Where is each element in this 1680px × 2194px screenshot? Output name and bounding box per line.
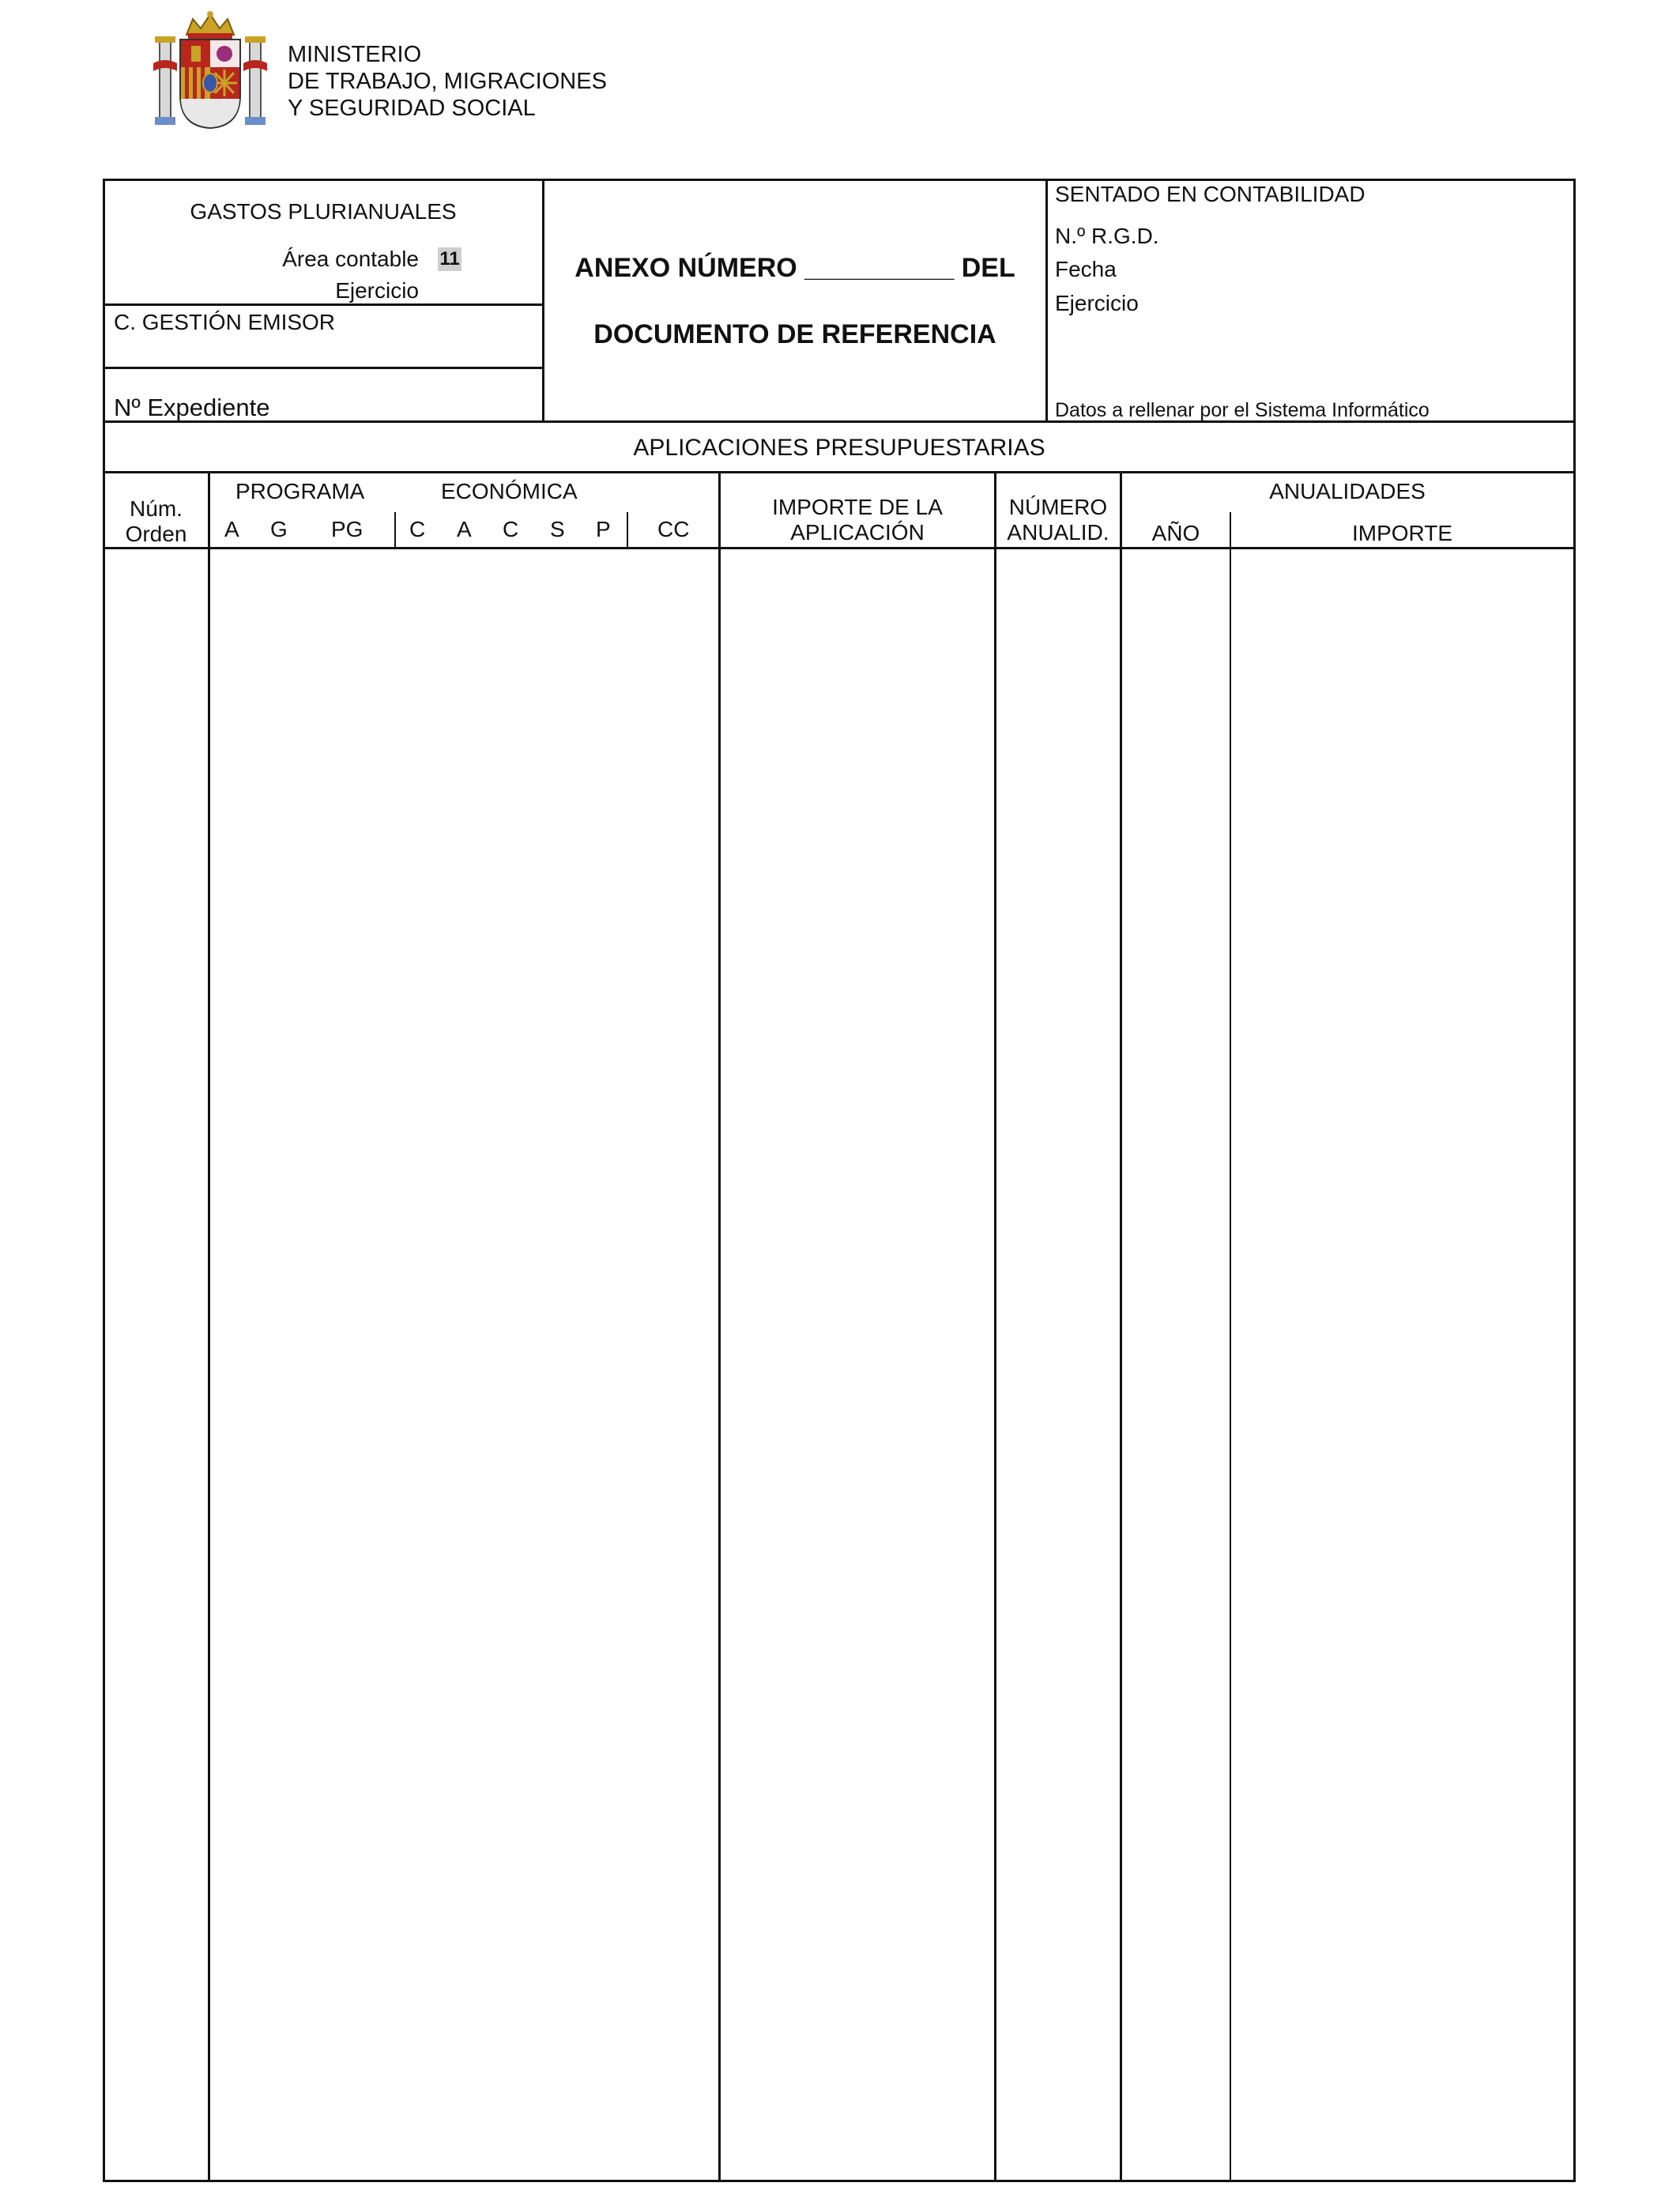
- sub-divider-economica: [627, 512, 628, 547]
- rgd-label: N.º R.G.D.: [1055, 224, 1159, 248]
- left-box-line-2: [103, 367, 544, 369]
- ministry-line-1: MINISTERIO: [288, 42, 422, 67]
- gastos-plurianuales-title: GASTOS PLURIANUALES: [190, 199, 457, 224]
- ejercicio-label-left: Ejercicio: [335, 278, 419, 303]
- frame-bottom: [103, 2180, 1576, 2182]
- anexo-title: ANEXO NÚMERO __________ DEL: [574, 253, 1015, 283]
- sistema-informatico-note: Datos a rellenar por el Sistema Informático: [1055, 399, 1430, 421]
- gestion-emisor-label: C. GESTIÓN EMISOR: [114, 310, 336, 334]
- anio-header: AÑO: [1151, 521, 1200, 545]
- col-line-anualidades: [1120, 471, 1122, 2181]
- frame-left: [103, 179, 105, 2182]
- economica-sub-s: S: [550, 517, 565, 541]
- area-contable-value: 11: [438, 247, 461, 271]
- anualidades-header: ANUALIDADES: [1269, 479, 1426, 503]
- economica-sub-p: P: [596, 517, 611, 541]
- numero-anualid-header-line-2: ANUALID.: [1007, 520, 1109, 545]
- col-line-importe-aplicacion: [718, 471, 721, 2181]
- importe-header: IMPORTE: [1351, 521, 1453, 545]
- ministry-line-3: Y SEGURIDAD SOCIAL: [288, 96, 536, 121]
- col-line-num-orden: [208, 471, 210, 2181]
- economica-header: ECONÓMICA: [441, 479, 578, 503]
- programa-sub-pg: PG: [331, 517, 363, 541]
- cc-header: CC: [657, 517, 690, 541]
- left-box-line-1: [103, 303, 544, 306]
- table-header-bottom-line: [103, 547, 1576, 549]
- coat-of-arms-logo: [152, 8, 269, 130]
- area-contable-label: Área contable: [282, 247, 419, 271]
- num-orden-header-line-2: Orden: [125, 522, 187, 546]
- programa-sub-g: G: [270, 517, 288, 541]
- economica-sub-c2: C: [503, 517, 519, 541]
- header-divider-2: [1045, 179, 1048, 422]
- aplicaciones-presupuestarias-title: APLICACIONES PRESUPUESTARIAS: [633, 435, 1045, 461]
- ministry-name: [288, 41, 607, 122]
- importe-aplicacion-header-line-2: APLICACIÓN: [790, 520, 925, 545]
- programa-sub-a: A: [224, 517, 239, 541]
- documento-referencia-title: DOCUMENTO DE REFERENCIA: [593, 319, 996, 349]
- numero-anualid-header-line-1: NÚMERO: [1008, 495, 1108, 519]
- sub-divider-programa: [394, 512, 396, 547]
- importe-aplicacion-header-line-1: IMPORTE DE LA: [772, 495, 943, 519]
- table-title-bottom-line: [103, 471, 1576, 473]
- ejercicio-label-right: Ejercicio: [1055, 291, 1139, 315]
- frame-right: [1573, 179, 1576, 2182]
- fecha-label: Fecha: [1055, 257, 1117, 281]
- expediente-label: Nº Expediente: [114, 394, 270, 421]
- economica-sub-a: A: [457, 517, 472, 541]
- col-line-numero-anualid: [994, 471, 996, 2181]
- ministry-line-2: DE TRABAJO, MIGRACIONES: [288, 69, 607, 94]
- frame-top: [103, 179, 1576, 181]
- economica-sub-c1: C: [409, 517, 426, 541]
- programa-header: PROGRAMA: [235, 479, 365, 503]
- sentado-contabilidad-title: SENTADO EN CONTABILIDAD: [1055, 182, 1365, 206]
- num-orden-header-line-1: Núm.: [130, 496, 183, 521]
- col-line-anio: [1230, 512, 1231, 2181]
